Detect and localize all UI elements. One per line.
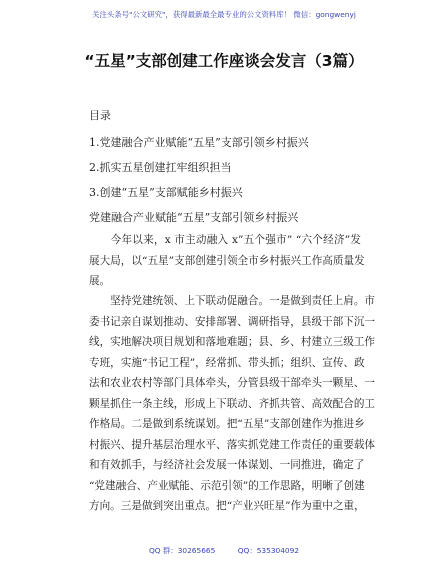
paragraph-line: 法和农业农村等部门具体牵头，分管县级干部牵头一颗星、一 [89,377,376,389]
paragraph-line: 方向。三是做到突出重点。把“产业兴旺星”作为重中之重， [89,500,365,512]
paragraph-line: 线，实地解决项目规划和落地难题；县、乡、村建立三级工作 [89,336,376,348]
paragraph-line: 坚持党建统领、上下联动促融合。一是做到责任上肩。市 [89,295,376,307]
paragraph-line: 和有效抓手，与经济社会发展一体谋划、一同推进，确定了 [89,459,365,471]
paragraph-line: 委书记亲自谋划推动、安排部署、调研指导，县级干部下沉一 [89,315,376,328]
paragraph-line: 展大局，以“五星”支部创建引领全市乡村振兴工作高质量发 [89,254,365,267]
toc-item-3: 3.创建“五星”支部赋能乡村振兴 [89,186,243,199]
toc-heading: 目录 [89,109,111,122]
paragraph-line: 专班，实施“书记工程”，经常抓、带头抓；组织、宣传、政 [89,356,365,369]
section-heading: 党建融合产业赋能“五星”支部引领乡村振兴 [89,211,299,224]
toc-item-1: 1.党建融合产业赋能“五星”支部引领乡村振兴 [89,136,309,149]
paragraph-intro [89,230,365,292]
paragraph-line: 村振兴、提升基层治理水平、落实抓党建工作责任的重要载体 [89,438,376,451]
paragraph-line: 颗星抓住一条主线，形成上下联动、齐抓共管、高效配合的工 [89,397,376,410]
paragraph-line: 作格局。二是做到系统谋划。把“五星”支部创建作为推进乡 [89,418,365,430]
toc-item-2: 2.抓实五星创建扛牢组织担当 [89,161,232,174]
footer-qq: QQ：535304092 [237,546,300,555]
footer-contact [0,545,448,556]
promo-banner: 关注头条号"公文研究"，获得最新最全最专业的公文资料库！ 微信：gongwenyj [92,10,356,19]
paragraph-line: “党建融合、产业赋能、示范引领”的工作思路，明晰了创建 [89,479,365,492]
paragraph-line: 今年以来，x 市主动融入 x”五个强市” “六个经济”发 [89,234,361,246]
paragraph-body [89,291,376,517]
footer-qq-group: QQ 群：30265665 [148,546,216,555]
paragraph-line: 展。 [89,275,111,287]
document-title: “五星”支部创建工作座谈会发言（3篇） [84,52,364,70]
